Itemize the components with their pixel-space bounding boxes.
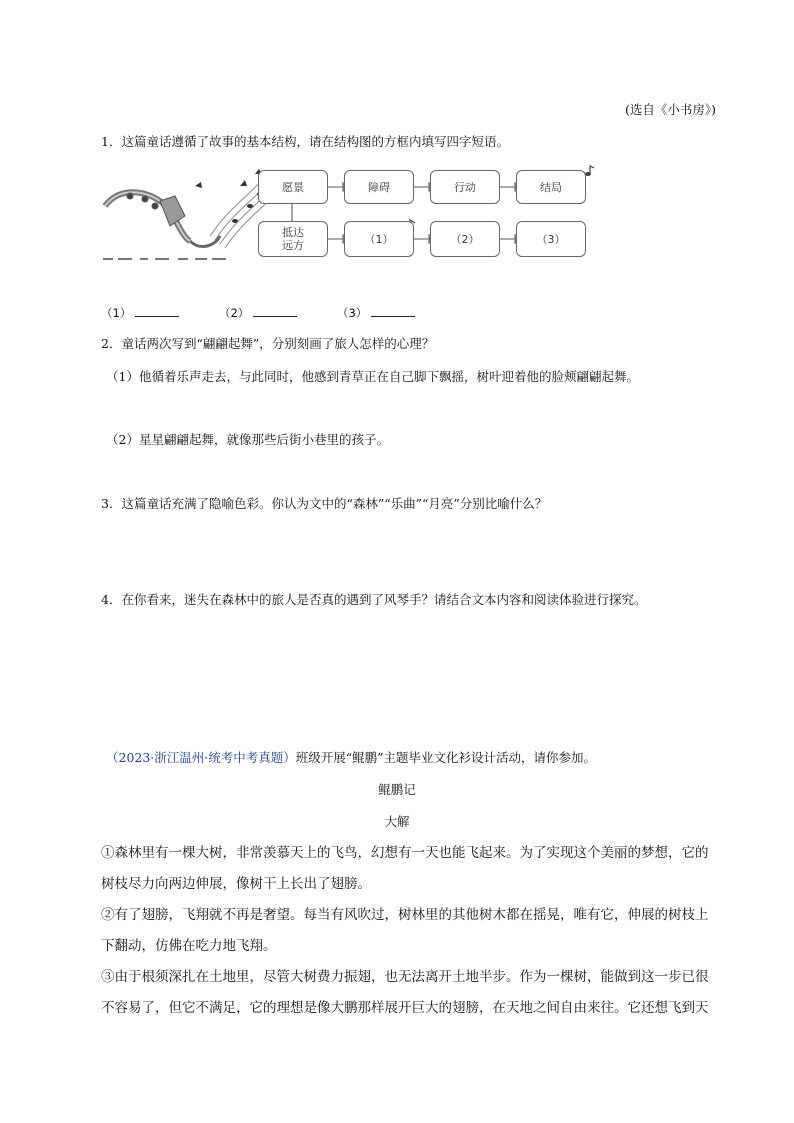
article-paragraph-2 xyxy=(101,900,713,962)
diagram-box-reach-afar: 抵达 远方 xyxy=(258,221,328,257)
diagram-box-blank-1: （1） xyxy=(344,221,414,257)
answer-label-3: （3） xyxy=(336,306,368,320)
question-3: 3．这篇童话充满了隐喻色彩。你认为文中的“森林”“乐曲”“月亮”分别比喻什么？ xyxy=(101,496,548,511)
section-instruction: 班级开展“鲲鹏”主题毕业文化衫设计活动，请你参加。 xyxy=(295,750,597,765)
question-2-item-1: （1）他循着乐声走去，与此同时，他感到青草正在自己脚下飘摇，树叶迎着他的脸颊翩翩起舞。 xyxy=(106,369,639,384)
answer-blank-2[interactable] xyxy=(253,303,297,317)
diagram-box-blank-2: （2） xyxy=(430,221,500,257)
answer-label-1: （1） xyxy=(101,306,132,320)
diagram-box-action: 行动 xyxy=(430,170,500,204)
question-2: 2．童话两次写到“翩翩起舞”，分别刻画了旅人怎样的心理？ xyxy=(101,336,435,351)
question-2-item-2: （2）星星翩翩起舞，就像那些后街小巷里的孩子。 xyxy=(106,432,389,447)
exam-source-tag: （2023·浙江温州·统考中考真题） xyxy=(106,750,296,765)
answer-blank-1[interactable] xyxy=(135,303,179,317)
diagram-box-blank-3: （3） xyxy=(516,221,586,257)
question-1: 1．这篇童话遵循了故事的基本结构，请在结构图的方框内填写四字短语。 xyxy=(101,134,509,149)
answer-blank-3[interactable] xyxy=(371,303,415,317)
answer-label-2: （2） xyxy=(218,306,250,320)
diagram-box-ending: 结局 xyxy=(516,170,586,204)
diagram-box-vision: 愿景 xyxy=(258,170,328,204)
article-paragraph-1 xyxy=(101,838,713,900)
q1-answer-blanks xyxy=(101,303,451,322)
source-citation: (选自《小书房》) xyxy=(624,102,716,117)
article-paragraph-3 xyxy=(101,962,713,1024)
paragraph-3-text: ③由于根须深扎在土地里，尽管大树费力振翅，也无法离开土地半步。作为一棵树，能做到这一步已很不容易了，但它不满足，它的理想是像大鹏那样展开巨大的翅膀，在天地之间自由来往。它还想飞到天 xyxy=(101,969,709,1016)
diagram-box-obstacle: 障碍 xyxy=(344,170,414,204)
section-intro xyxy=(106,749,596,767)
paragraph-2-text: ②有了翅膀，飞翔就不再是奢望。每当有风吹过，树林里的其他树木都在摇晃，唯有它，伸展的树枝上下翻动，仿佛在吃力地飞翔。 xyxy=(101,907,709,954)
structure-diagram xyxy=(100,160,620,270)
paragraph-1-text: ①森林里有一棵大树，非常羡慕天上的飞鸟，幻想有一天也能飞起来。为了实现这个美丽的梦想，它的树枝尽力向两边伸展，像树干上长出了翅膀。 xyxy=(101,845,709,892)
article-title: 鲲鹏记 xyxy=(378,782,416,797)
question-4: 4．在你看来，迷失在森林中的旅人是否真的遇到了风琴手？请结合文本内容和阅读体验进行探究。 xyxy=(101,592,647,607)
article-author: 大解 xyxy=(384,814,410,829)
